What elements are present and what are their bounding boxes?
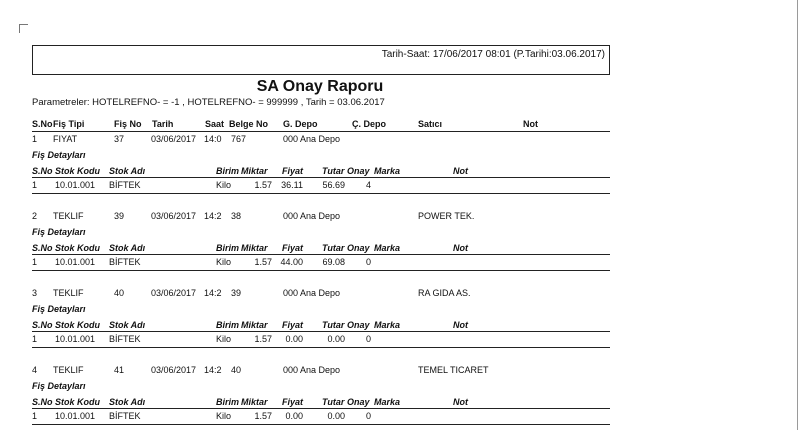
record-sno: 3 — [32, 288, 38, 298]
detail-section-title: Fiş Detayları — [32, 227, 86, 237]
detail-section-title: Fiş Detayları — [32, 304, 86, 314]
record-g-depo: 000 Ana Depo — [283, 134, 341, 144]
detail-col-stok-kodu: Stok Kodu — [55, 397, 100, 407]
col-sno: S.No — [32, 119, 53, 129]
record-satici: RA GIDA AS. — [418, 288, 471, 298]
record-fis-tipi: TEKLIF — [53, 211, 84, 221]
detail-miktar: 1.57 — [254, 180, 272, 190]
record-fis-no: 41 — [114, 365, 125, 375]
record-divider — [32, 193, 610, 194]
detail-col-onay: Onay — [347, 166, 370, 176]
record-satici: TEMEL TICARET — [418, 365, 489, 375]
record-sno: 1 — [32, 134, 38, 144]
detail-stok-adi: BİFTEK — [109, 180, 141, 190]
page-corner-mark — [19, 24, 28, 33]
detail-birim: Kilo — [216, 180, 232, 190]
detail-onay: 0 — [366, 257, 372, 267]
col-fis-no: Fiş No — [114, 119, 142, 129]
col-g-depo: G. Depo — [283, 119, 318, 129]
detail-tutar: 56.69 — [322, 180, 345, 190]
col-fis-tipi: Fiş Tipi — [53, 119, 85, 129]
record-saat: 14:0 — [204, 134, 222, 144]
detail-col-miktar: Miktar — [241, 243, 268, 253]
detail-birim: Kilo — [216, 334, 232, 344]
detail-fiyat: 0.00 — [285, 411, 303, 421]
detail-col-stok-kodu: Stok Kodu — [55, 166, 100, 176]
record-fis-tipi: FIYAT — [53, 134, 78, 144]
detail-col-miktar: Miktar — [241, 397, 268, 407]
detail-stok-kodu: 10.01.001 — [55, 334, 96, 344]
col-belge-no: Belge No — [229, 119, 269, 129]
detail-col-onay: Onay — [347, 320, 370, 330]
detail-col-marka: Marka — [374, 397, 401, 407]
detail-col-birim: Birim — [216, 243, 240, 253]
report-header-box — [32, 45, 610, 75]
report-title: SA Onay Raporu — [256, 78, 384, 95]
report-parameters: Parametreler: HOTELREFNO- = -1 , HOTELREFNO- = 999999 , Tarih = 03.06.2017 — [32, 97, 385, 108]
detail-col-not: Not — [453, 397, 468, 407]
detail-stok-kodu: 10.01.001 — [55, 411, 96, 421]
record-fis-no: 40 — [114, 288, 125, 298]
detail-col-stok-adi: Stok Adı — [109, 397, 146, 407]
detail-stok-adi: BİFTEK — [109, 411, 141, 421]
detail-fiyat: 36.11 — [281, 180, 303, 190]
detail-col-stok-kodu: Stok Kodu — [55, 243, 100, 253]
detail-section-title: Fiş Detayları — [32, 381, 86, 391]
record-belge-no: 38 — [231, 211, 242, 221]
detail-col-sno: S.No — [32, 166, 53, 176]
record-fis-tipi: TEKLIF — [53, 288, 84, 298]
detail-header-divider — [32, 177, 610, 178]
detail-col-birim: Birim — [216, 320, 240, 330]
detail-sno: 1 — [32, 257, 38, 267]
detail-section-title: Fiş Detayları — [32, 150, 86, 160]
record-g-depo: 000 Ana Depo — [283, 288, 341, 298]
detail-stok-adi: BİFTEK — [109, 257, 141, 267]
detail-sno: 1 — [32, 411, 38, 421]
detail-miktar: 1.57 — [254, 257, 272, 267]
detail-onay: 0 — [366, 411, 372, 421]
detail-stok-kodu: 10.01.001 — [55, 257, 96, 267]
detail-sno: 1 — [32, 180, 38, 190]
record-fis-no: 39 — [114, 211, 125, 221]
detail-col-onay: Onay — [347, 397, 370, 407]
col-not: Not — [523, 119, 538, 129]
record-g-depo: 000 Ana Depo — [283, 365, 341, 375]
record-tarih: 03/06/2017 — [151, 365, 197, 375]
detail-fiyat: 0.00 — [285, 334, 303, 344]
record-fis-no: 37 — [114, 134, 125, 144]
record-sno: 2 — [32, 211, 38, 221]
detail-tutar: 0.00 — [327, 411, 345, 421]
detail-col-tutar: Tutar — [322, 243, 345, 253]
detail-header-divider — [32, 408, 610, 409]
detail-stok-adi: BİFTEK — [109, 334, 141, 344]
detail-sno: 1 — [32, 334, 38, 344]
record-sno: 4 — [32, 365, 38, 375]
record-saat: 14:2 — [204, 288, 222, 298]
detail-stok-kodu: 10.01.001 — [55, 180, 96, 190]
col-saat: Saat — [205, 119, 225, 129]
detail-col-miktar: Miktar — [241, 166, 268, 176]
detail-col-miktar: Miktar — [241, 320, 268, 330]
detail-onay: 4 — [366, 180, 372, 190]
detail-col-onay: Onay — [347, 243, 370, 253]
detail-col-tutar: Tutar — [322, 166, 345, 176]
detail-col-marka: Marka — [374, 320, 401, 330]
detail-birim: Kilo — [216, 411, 232, 421]
record-belge-no: 767 — [231, 134, 247, 144]
detail-col-sno: S.No — [32, 397, 53, 407]
detail-birim: Kilo — [216, 257, 232, 267]
report-datetime: Tarih-Saat: 17/06/2017 08:01 (P.Tarihi:03.06.2017) — [381, 49, 605, 60]
record-tarih: 03/06/2017 — [151, 288, 197, 298]
detail-tutar: 0.00 — [327, 334, 345, 344]
detail-col-birim: Birim — [216, 166, 240, 176]
detail-col-fiyat: Fiyat — [282, 243, 304, 253]
detail-col-marka: Marka — [374, 166, 401, 176]
detail-col-tutar: Tutar — [322, 397, 345, 407]
record-divider — [32, 270, 610, 271]
detail-col-fiyat: Fiyat — [282, 166, 304, 176]
record-satici: POWER TEK. — [418, 211, 475, 221]
page-edge — [797, 0, 798, 430]
detail-col-stok-adi: Stok Adı — [109, 243, 146, 253]
detail-col-marka: Marka — [374, 243, 401, 253]
detail-onay: 0 — [366, 334, 372, 344]
record-belge-no: 40 — [231, 365, 242, 375]
detail-col-sno: S.No — [32, 320, 53, 330]
record-belge-no: 39 — [231, 288, 242, 298]
col-tarih: Tarih — [152, 119, 174, 129]
record-fis-tipi: TEKLIF — [53, 365, 84, 375]
detail-col-stok-adi: Stok Adı — [109, 166, 146, 176]
col-c-depo: Ç. Depo — [352, 119, 387, 129]
detail-miktar: 1.57 — [254, 411, 272, 421]
record-g-depo: 000 Ana Depo — [283, 211, 341, 221]
detail-col-fiyat: Fiyat — [282, 320, 304, 330]
detail-col-not: Not — [453, 320, 468, 330]
detail-header-divider — [32, 254, 610, 255]
detail-col-not: Not — [453, 166, 468, 176]
detail-col-birim: Birim — [216, 397, 240, 407]
record-saat: 14:2 — [204, 365, 222, 375]
record-divider — [32, 424, 610, 425]
detail-tutar: 69.08 — [322, 257, 345, 267]
detail-col-sno: S.No — [32, 243, 53, 253]
detail-fiyat: 44.00 — [280, 257, 303, 267]
detail-col-fiyat: Fiyat — [282, 397, 304, 407]
detail-col-stok-kodu: Stok Kodu — [55, 320, 100, 330]
header-divider — [32, 131, 610, 132]
record-saat: 14:2 — [204, 211, 222, 221]
detail-col-tutar: Tutar — [322, 320, 345, 330]
detail-col-stok-adi: Stok Adı — [109, 320, 146, 330]
record-divider — [32, 347, 610, 348]
detail-header-divider — [32, 331, 610, 332]
col-satici: Satıcı — [418, 119, 443, 129]
record-tarih: 03/06/2017 — [151, 211, 197, 221]
detail-col-not: Not — [453, 243, 468, 253]
record-tarih: 03/06/2017 — [151, 134, 197, 144]
detail-miktar: 1.57 — [254, 334, 272, 344]
